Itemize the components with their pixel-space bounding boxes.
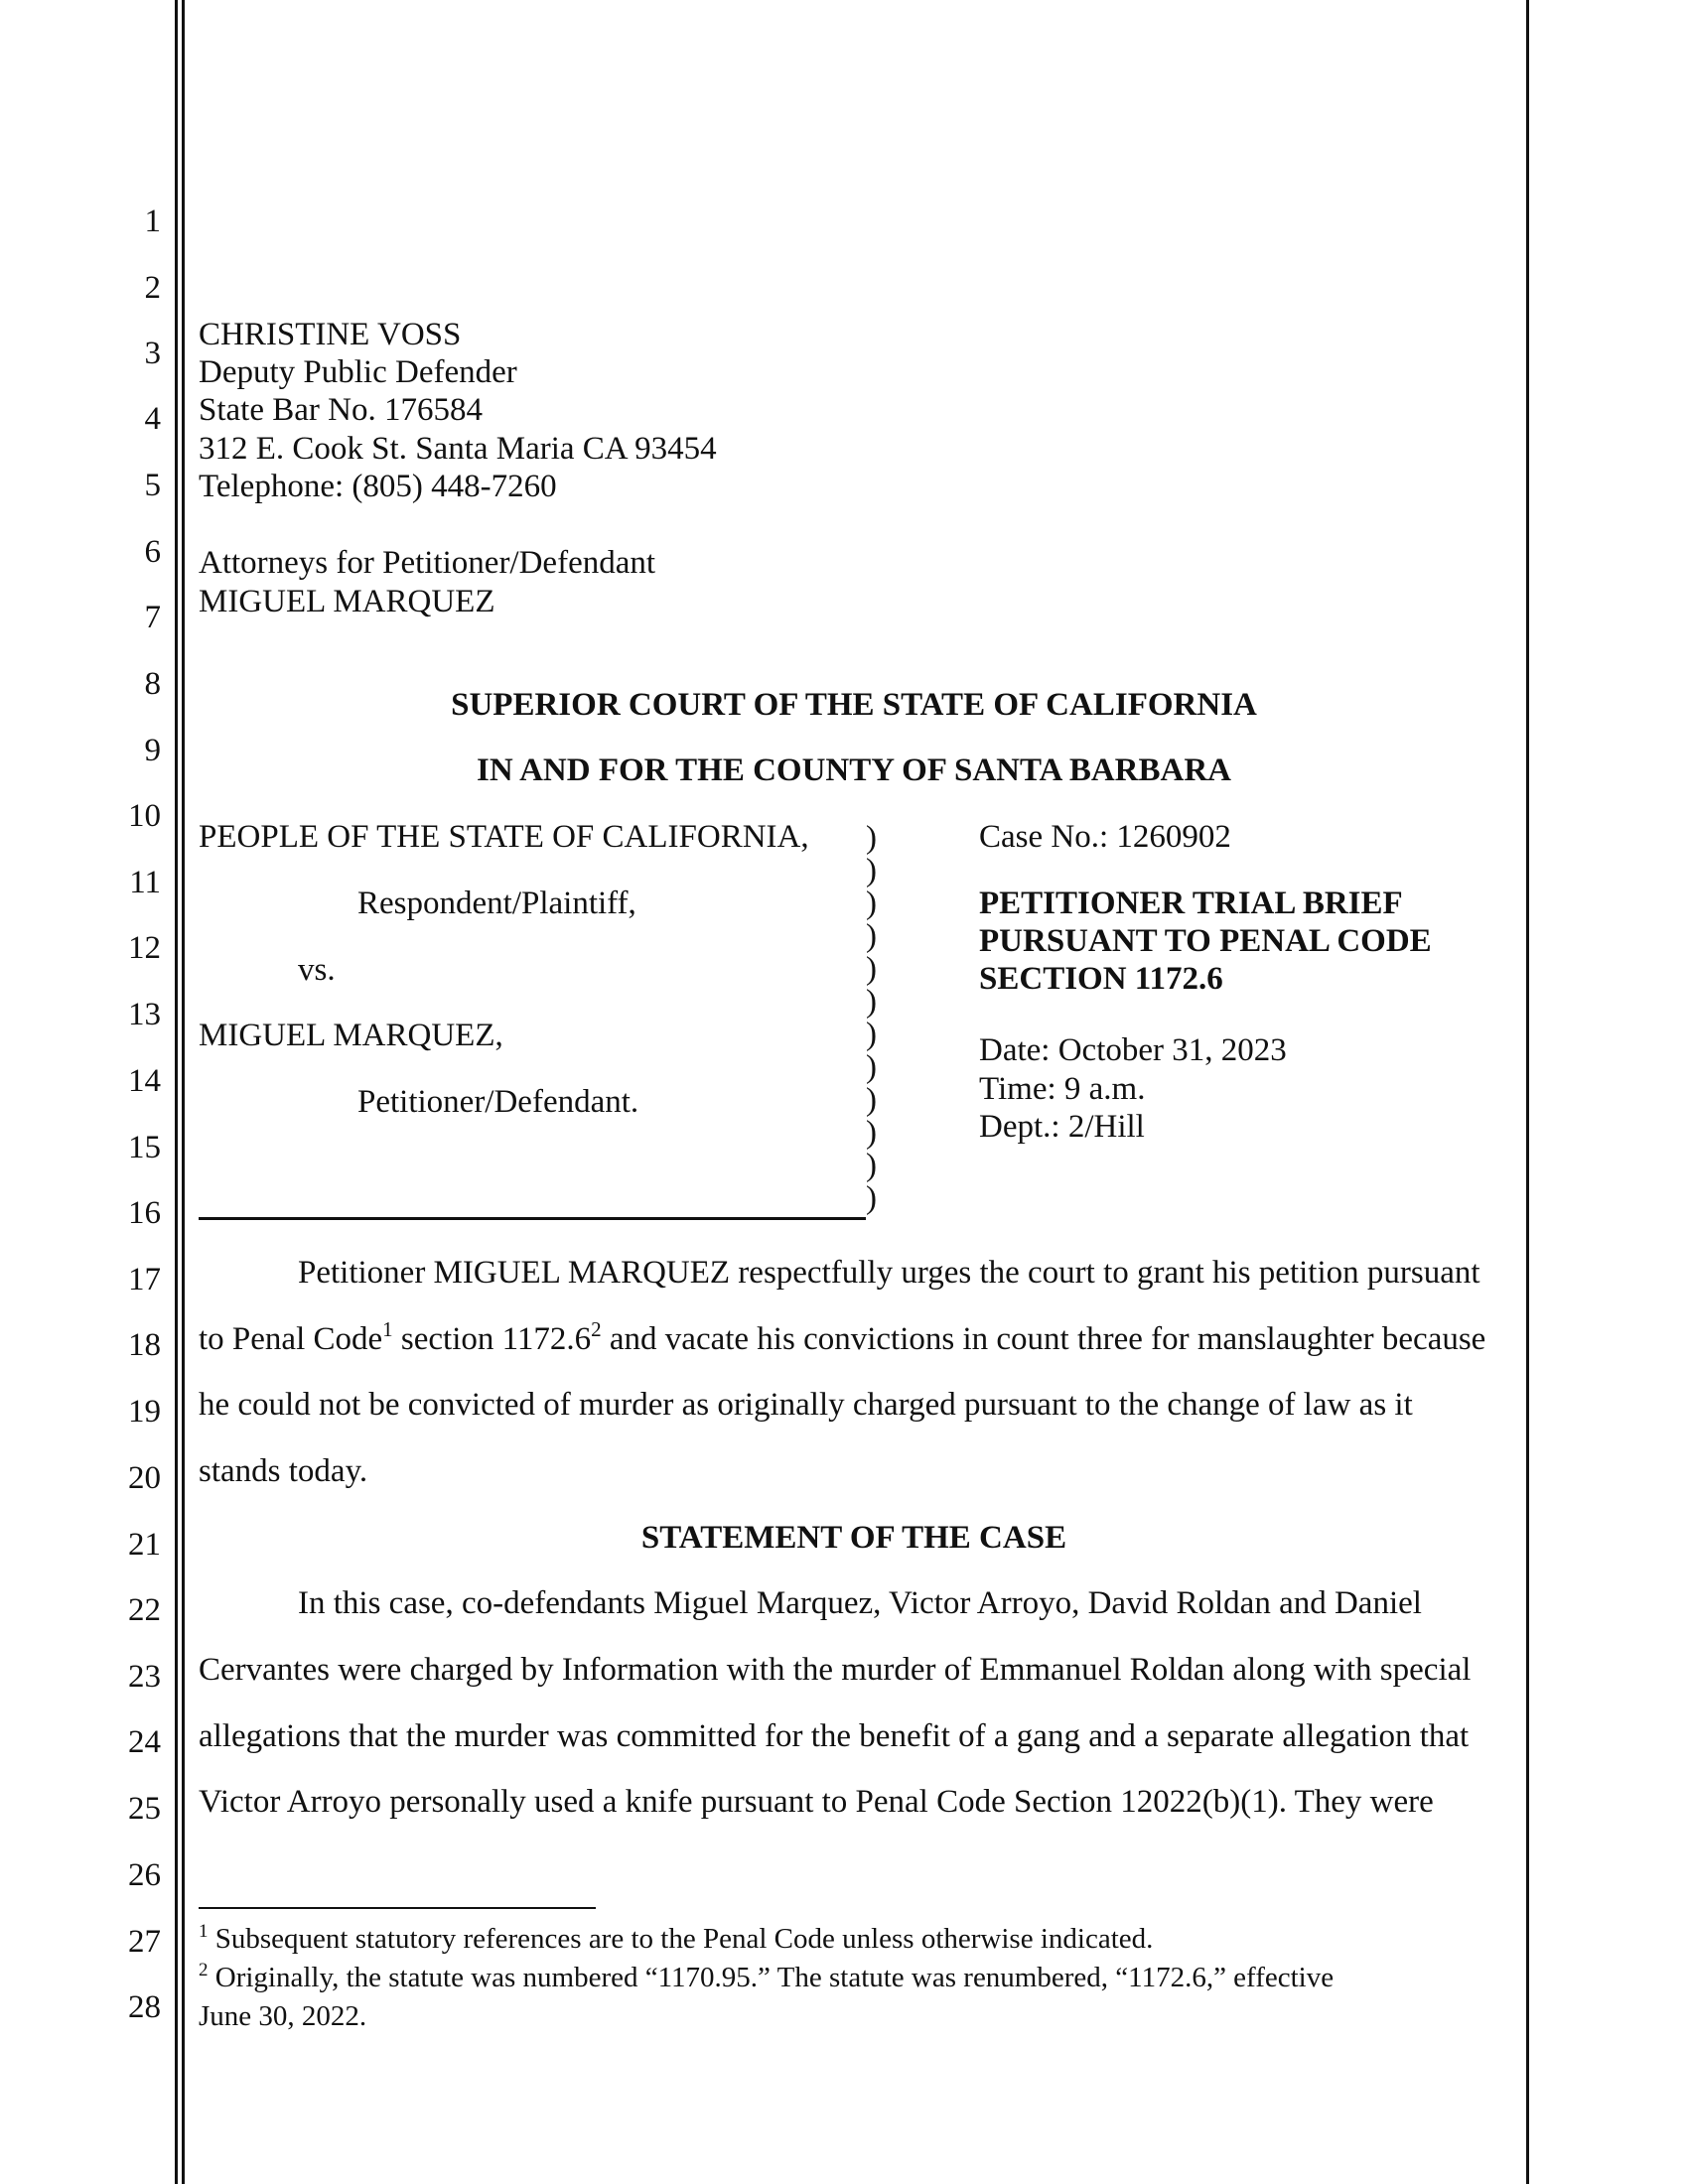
line-number: 15: [128, 1130, 161, 1165]
versus: vs.: [298, 952, 336, 988]
caption-paren: ): [866, 1049, 877, 1085]
caption-underline: [199, 1217, 866, 1220]
plaintiff-role: Respondent/Plaintiff,: [357, 886, 636, 921]
footnote-2: [199, 1960, 1335, 1993]
line-number: 26: [128, 1857, 161, 1893]
line-number: 3: [144, 336, 161, 371]
left-margin-rule-outer: [175, 0, 178, 2184]
footnote-text: Originally, the statute was numbered “1170.95.” The statute was renumbered, “1172.6,” effective: [208, 1962, 1335, 1993]
footnote-number: 1: [199, 1921, 209, 1942]
caption-paren: ): [866, 984, 877, 1020]
line-number: 7: [144, 600, 161, 635]
body-line: Cervantes were charged by Information with the murder of Emmanuel Roldan along with special: [199, 1652, 1472, 1688]
body-line: stands today.: [199, 1453, 368, 1489]
line-number: 2: [144, 270, 161, 306]
line-number: 20: [128, 1460, 161, 1496]
footnote-text: Subsequent statutory references are to the Penal Code unless otherwise indicated.: [208, 1923, 1154, 1955]
footnote-ref: 2: [591, 1317, 602, 1341]
line-number: 24: [128, 1724, 161, 1760]
caption-paren: ): [866, 1082, 877, 1118]
caption-paren: ): [866, 918, 877, 954]
county-title: IN AND FOR THE COUNTY OF SANTA BARBARA: [477, 752, 1231, 788]
line-number: 4: [144, 401, 161, 437]
defendant-role: Petitioner/Defendant.: [357, 1084, 639, 1120]
line-number: 14: [128, 1063, 161, 1099]
body-line: [199, 1317, 1486, 1357]
right-margin-rule: [1526, 0, 1529, 2184]
line-number: 25: [128, 1791, 161, 1827]
caption-paren: ): [866, 1017, 877, 1052]
caption-paren: ): [866, 951, 877, 987]
footnote-1: [199, 1921, 1154, 1955]
body-text: and vacate his convictions in count three for manslaughter because: [601, 1321, 1486, 1357]
hearing-department: Dept.: 2/Hill: [979, 1109, 1145, 1145]
case-number: Case No.: 1260902: [979, 819, 1231, 855]
line-number: 17: [128, 1262, 161, 1297]
footnote-number: 2: [199, 1960, 209, 1980]
line-number: 13: [128, 997, 161, 1032]
hearing-date: Date: October 31, 2023: [979, 1032, 1287, 1068]
caption-paren: ): [866, 1115, 877, 1151]
hearing-time: Time: 9 a.m.: [979, 1071, 1146, 1107]
line-number: 6: [144, 534, 161, 570]
attorney-phone: Telephone: (805) 448-7260: [199, 469, 557, 504]
body-line: Victor Arroyo personally used a knife pursuant to Penal Code Section 12022(b)(1). They were: [199, 1784, 1434, 1820]
line-number: 9: [144, 733, 161, 768]
attorneys-for: Attorneys for Petitioner/Defendant: [199, 545, 656, 581]
body-line: allegations that the murder was committed for the benefit of a gang and a separate allegation that: [199, 1718, 1470, 1754]
footnote-separator: [199, 1907, 596, 1909]
body-text: section 1172.6: [392, 1321, 592, 1357]
caption-paren: ): [866, 853, 877, 888]
client-name: MIGUEL MARQUEZ: [199, 584, 495, 619]
line-number: 18: [128, 1327, 161, 1363]
attorney-bar-number: State Bar No. 176584: [199, 392, 483, 428]
line-number: 21: [128, 1527, 161, 1563]
line-number: 12: [128, 930, 161, 966]
caption-paren: ): [866, 820, 877, 856]
line-number: 22: [128, 1592, 161, 1628]
caption-paren: ): [866, 1180, 877, 1216]
line-number: 28: [128, 1989, 161, 2025]
line-number: 5: [144, 468, 161, 503]
body-line: he could not be convicted of murder as originally charged pursuant to the change of law as it: [199, 1387, 1413, 1423]
attorney-title: Deputy Public Defender: [199, 354, 517, 390]
body-line: In this case, co-defendants Miguel Marquez, Victor Arroyo, David Roldan and Daniel: [298, 1585, 1422, 1621]
body-line: Petitioner MIGUEL MARQUEZ respectfully urges the court to grant his petition pursuant: [298, 1255, 1480, 1291]
line-number: 8: [144, 666, 161, 702]
footnote-ref: 1: [382, 1317, 393, 1341]
document-title-line: SECTION 1172.6: [979, 961, 1223, 997]
section-heading: STATEMENT OF THE CASE: [640, 1520, 1067, 1556]
line-number: 27: [128, 1924, 161, 1960]
defendant-name: MIGUEL MARQUEZ,: [199, 1018, 503, 1053]
left-margin-rule-inner: [182, 0, 185, 2184]
line-number: 16: [128, 1195, 161, 1231]
footnote-2-continued: June 30, 2022.: [199, 2000, 367, 2032]
attorney-name: CHRISTINE VOSS: [199, 317, 462, 352]
body-text: to Penal Code: [199, 1321, 383, 1357]
line-number: 23: [128, 1659, 161, 1695]
caption-paren: ): [866, 886, 877, 921]
caption-paren: ): [866, 1148, 877, 1183]
line-number: 1: [144, 204, 161, 239]
line-number: 19: [128, 1394, 161, 1430]
plaintiff-name: PEOPLE OF THE STATE OF CALIFORNIA,: [199, 819, 809, 855]
court-title: SUPERIOR COURT OF THE STATE OF CALIFORNIA: [451, 687, 1257, 723]
attorney-address: 312 E. Cook St. Santa Maria CA 93454: [199, 431, 717, 467]
line-number: 11: [129, 865, 161, 900]
line-number: 10: [128, 798, 161, 834]
document-title-line: PURSUANT TO PENAL CODE: [979, 923, 1432, 959]
document-title-line: PETITIONER TRIAL BRIEF: [979, 886, 1403, 921]
